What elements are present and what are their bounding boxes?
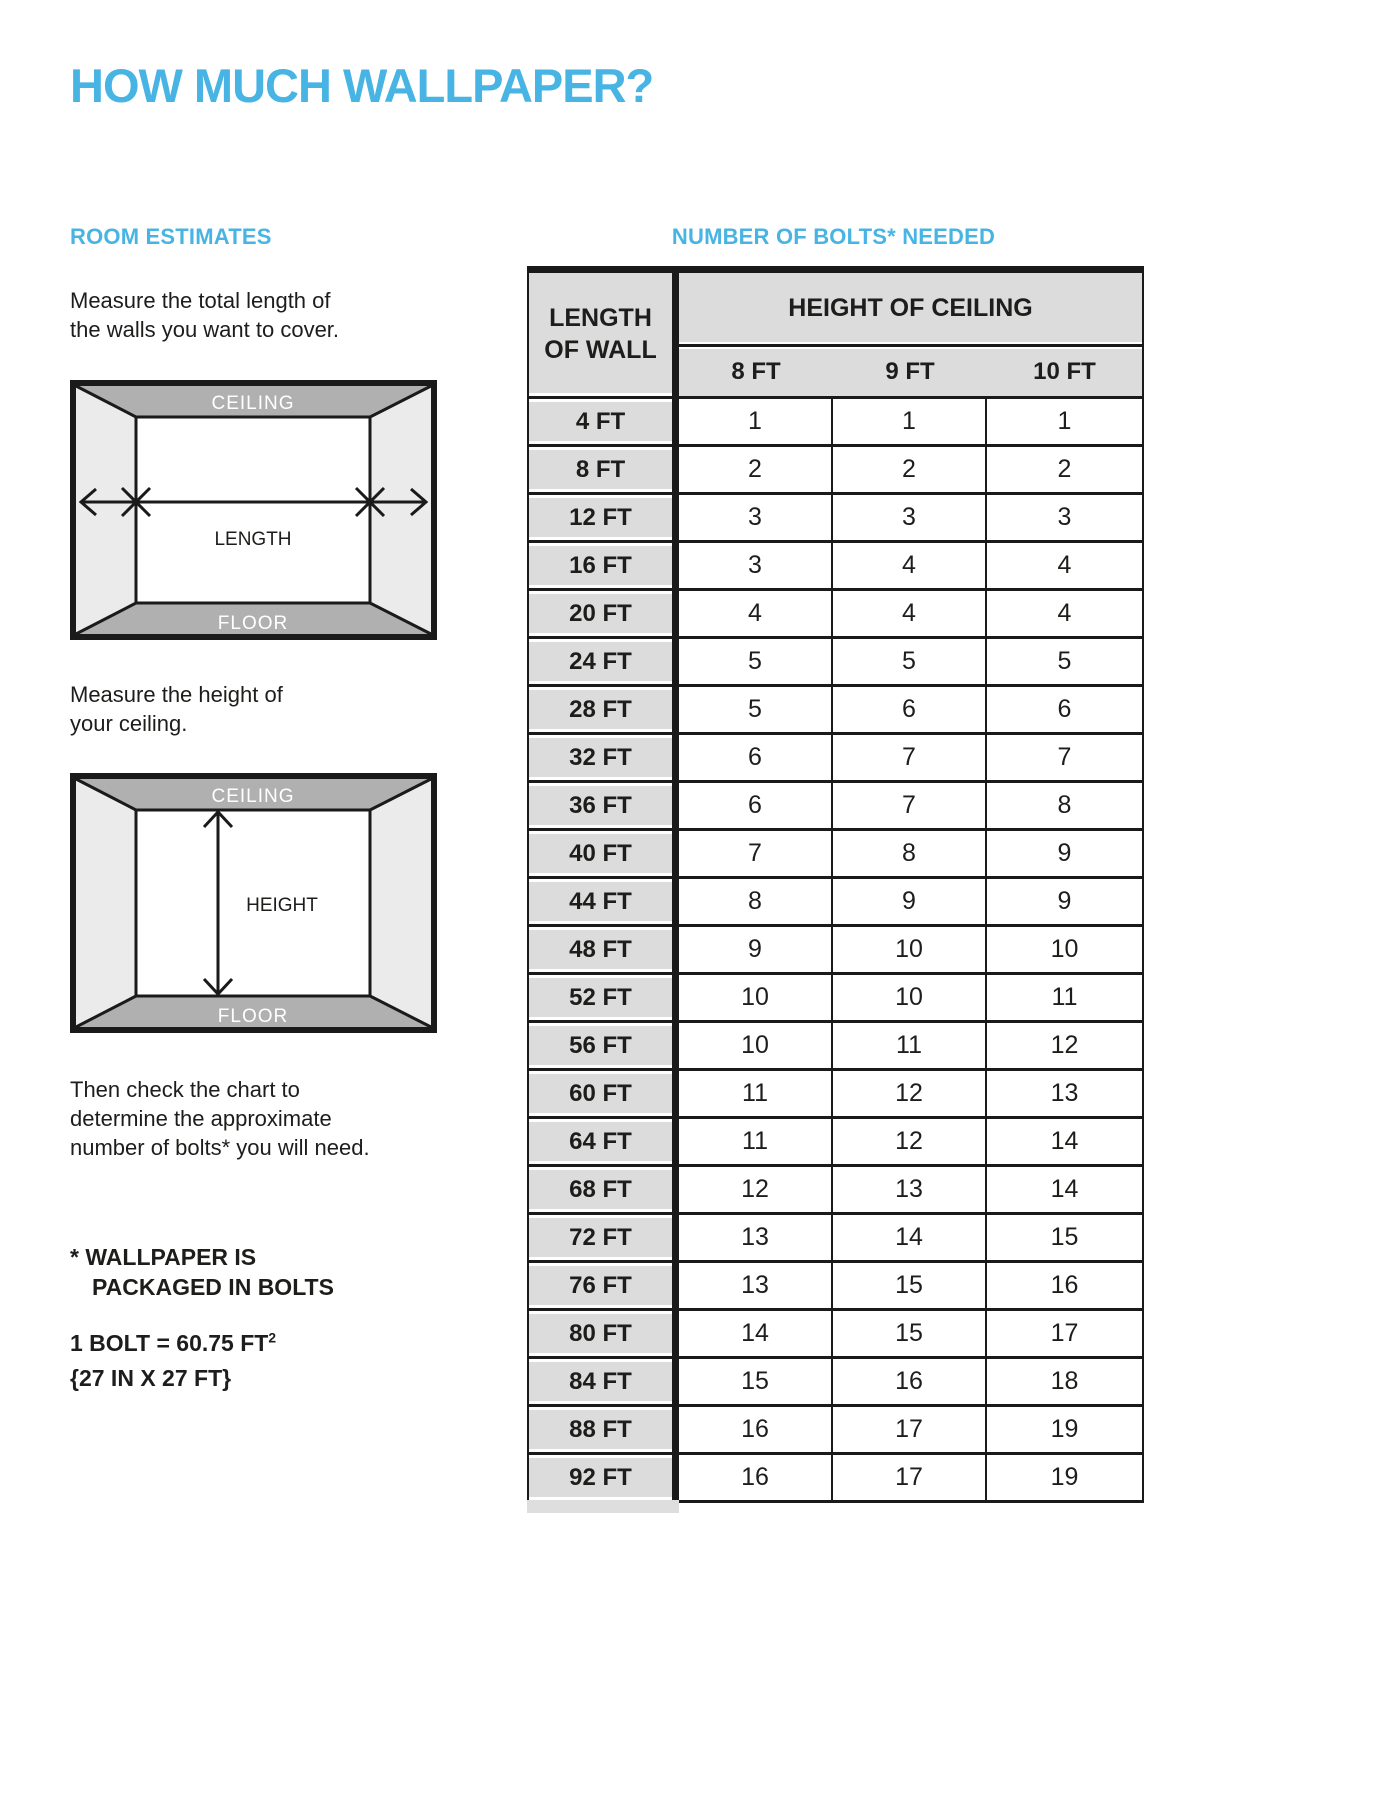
bolt-count: 14: [987, 1167, 1142, 1215]
row-header: 8 FT: [529, 447, 679, 495]
bolt-count: 11: [679, 1119, 833, 1167]
row-header: 20 FT: [529, 591, 679, 639]
bolt-count: 9: [987, 879, 1142, 927]
bolt-count: 5: [679, 687, 833, 735]
ceiling-label: CEILING: [211, 786, 295, 807]
bolt-count: 15: [833, 1311, 987, 1359]
table-row: [529, 927, 1142, 975]
right-wall-face: [370, 779, 431, 1027]
table-row: [529, 975, 1142, 1023]
table-row: [529, 783, 1142, 831]
room-estimates-heading: ROOM ESTIMATES: [70, 224, 272, 249]
floor-label: FLOOR: [217, 613, 289, 634]
table-row: [529, 1263, 1142, 1311]
table-row: [529, 1455, 1142, 1503]
bolt-count: 10: [679, 975, 833, 1023]
instruction-chart-line2: determine the approximate: [70, 1106, 332, 1132]
row-header: 44 FT: [529, 879, 679, 927]
bolt-count: 15: [679, 1359, 833, 1407]
row-header: 88 FT: [529, 1407, 679, 1455]
bolt-count: 14: [833, 1215, 987, 1263]
row-header: 84 FT: [529, 1359, 679, 1407]
table-row: [529, 1167, 1142, 1215]
bolt-count: 7: [833, 735, 987, 783]
bolt-count: 2: [833, 447, 987, 495]
bolt-count: 6: [679, 783, 833, 831]
bolt-count: 2: [987, 447, 1142, 495]
bolt-count: 19: [987, 1455, 1142, 1503]
table-row: [529, 831, 1142, 879]
instruction-chart-line3: number of bolts* you will need.: [70, 1135, 370, 1161]
table-row: [529, 1407, 1142, 1455]
bolt-count: 11: [833, 1023, 987, 1071]
table-row: [529, 687, 1142, 735]
bolt-count: 4: [833, 543, 987, 591]
bolt-count: 10: [833, 927, 987, 975]
bolt-count: 8: [987, 783, 1142, 831]
bolt-count: 12: [833, 1071, 987, 1119]
bolt-count: 4: [987, 591, 1142, 639]
bolt-count: 5: [679, 639, 833, 687]
row-group-line2: OF WALL: [544, 335, 657, 364]
row-header: 56 FT: [529, 1023, 679, 1071]
row-header: 16 FT: [529, 543, 679, 591]
room-height-diagram: [70, 773, 437, 1033]
table-row: [529, 495, 1142, 543]
row-header: 60 FT: [529, 1071, 679, 1119]
instruction-chart-line1: Then check the chart to: [70, 1077, 300, 1102]
bolt-count: 6: [833, 687, 987, 735]
bolt-equation: [70, 1326, 276, 1395]
table-row: [529, 1023, 1142, 1071]
row-header: 72 FT: [529, 1215, 679, 1263]
instruction-height-line1: Measure the height of: [70, 682, 283, 707]
table-row: [529, 1215, 1142, 1263]
page-title: HOW MUCH WALLPAPER?: [70, 59, 654, 112]
row-header: 12 FT: [529, 495, 679, 543]
column-group-header: HEIGHT OF CEILING: [679, 273, 1142, 347]
bolt-count: 14: [987, 1119, 1142, 1167]
bolt-count: 9: [987, 831, 1142, 879]
room-length-diagram: [70, 380, 437, 640]
row-header: 64 FT: [529, 1119, 679, 1167]
bolt-count: 7: [833, 783, 987, 831]
table-row: [529, 639, 1142, 687]
bolt-count: 3: [679, 495, 833, 543]
footnote-text1: WALLPAPER IS: [85, 1244, 257, 1270]
bolt-count: 5: [987, 639, 1142, 687]
column-header-8ft: 8 FT: [679, 347, 833, 399]
footnote-line2: PACKAGED IN BOLTS: [92, 1273, 334, 1300]
bolt-count: 16: [987, 1263, 1142, 1311]
bolt-count: 4: [833, 591, 987, 639]
bolt-count: 9: [679, 927, 833, 975]
table-row: [529, 1071, 1142, 1119]
bolt-count: 18: [987, 1359, 1142, 1407]
ceiling-label: CEILING: [211, 393, 295, 414]
bolt-count: 13: [679, 1263, 833, 1311]
bolt-count: 3: [987, 495, 1142, 543]
table-row: [529, 591, 1142, 639]
bolt-table-header: [529, 273, 1142, 399]
bolt-count: 16: [833, 1359, 987, 1407]
row-header: 68 FT: [529, 1167, 679, 1215]
bolt-count: 10: [987, 927, 1142, 975]
bolt-count: 9: [833, 879, 987, 927]
height-label: HEIGHT: [246, 895, 318, 916]
bolt-count: 16: [679, 1455, 833, 1503]
table-row: [529, 1359, 1142, 1407]
table-footer-strip: [527, 1500, 679, 1513]
bolt-count: 15: [833, 1263, 987, 1311]
row-header: 36 FT: [529, 783, 679, 831]
bolt-count: 19: [987, 1407, 1142, 1455]
row-group-header: [529, 273, 679, 399]
table-row: [529, 879, 1142, 927]
table-row: [529, 447, 1142, 495]
bolt-count: 5: [833, 639, 987, 687]
row-header: 32 FT: [529, 735, 679, 783]
instruction-height-line2: your ceiling.: [70, 711, 188, 737]
bolt-footnote: [70, 1243, 334, 1303]
instruction-length-line1: Measure the total length of: [70, 288, 331, 313]
table-row: [529, 1311, 1142, 1359]
row-header: 76 FT: [529, 1263, 679, 1311]
row-header: 80 FT: [529, 1311, 679, 1359]
left-wall-face: [76, 779, 136, 1027]
bolt-count: 13: [833, 1167, 987, 1215]
bolt-count: 17: [833, 1407, 987, 1455]
table-row: [529, 399, 1142, 447]
bolt-count: 17: [987, 1311, 1142, 1359]
bolt-count: 3: [679, 543, 833, 591]
row-header: 52 FT: [529, 975, 679, 1023]
bolt-count: 12: [987, 1023, 1142, 1071]
bolt-table-body: [529, 399, 1142, 1503]
bolt-count: 3: [833, 495, 987, 543]
bolt-count: 15: [987, 1215, 1142, 1263]
row-header: 4 FT: [529, 399, 679, 447]
row-header: 40 FT: [529, 831, 679, 879]
bolt-count: 11: [987, 975, 1142, 1023]
bolts-needed-heading: NUMBER OF BOLTS* NEEDED: [671, 224, 996, 249]
bolt-count: 2: [679, 447, 833, 495]
table-row: [529, 1119, 1142, 1167]
bolt-count: 14: [679, 1311, 833, 1359]
row-header: 48 FT: [529, 927, 679, 975]
bolt-count: 8: [833, 831, 987, 879]
bolt-count: 1: [679, 399, 833, 447]
bolt-count: 12: [833, 1119, 987, 1167]
length-label: LENGTH: [214, 529, 292, 550]
bolt-equation-line2: {27 IN X 27 FT}: [70, 1364, 232, 1391]
column-header-10ft: 10 FT: [987, 347, 1142, 399]
floor-label: FLOOR: [217, 1006, 289, 1027]
bolt-table: [527, 266, 1144, 1503]
bolt-equation-line1: [70, 1326, 276, 1361]
bolt-count: 6: [679, 735, 833, 783]
column-header-9ft: 9 FT: [833, 347, 987, 399]
bolt-equation-superscript: 2: [268, 1330, 277, 1346]
bolt-count: 1: [833, 399, 987, 447]
bolt-count: 16: [679, 1407, 833, 1455]
instruction-height: [70, 680, 283, 738]
bolt-table-container: [527, 266, 1144, 1503]
bolt-count: 12: [679, 1167, 833, 1215]
footnote-line1: [70, 1243, 334, 1273]
bolt-count: 10: [679, 1023, 833, 1071]
bolt-count: 13: [987, 1071, 1142, 1119]
bolt-count: 1: [987, 399, 1142, 447]
bolt-count: 4: [679, 591, 833, 639]
bolt-count: 4: [987, 543, 1142, 591]
bolt-count: 8: [679, 879, 833, 927]
bolt-count: 13: [679, 1215, 833, 1263]
instruction-chart: [70, 1075, 370, 1162]
row-header: 24 FT: [529, 639, 679, 687]
asterisk: *: [70, 1244, 79, 1270]
table-row: [529, 543, 1142, 591]
bolt-count: 7: [987, 735, 1142, 783]
bolt-count: 7: [679, 831, 833, 879]
instruction-length-line2: the walls you want to cover.: [70, 317, 340, 343]
row-group-line1: LENGTH: [549, 304, 652, 333]
bolt-count: 6: [987, 687, 1142, 735]
bolt-count: 11: [679, 1071, 833, 1119]
row-header: 28 FT: [529, 687, 679, 735]
bolt-count: 17: [833, 1455, 987, 1503]
bolt-count: 10: [833, 975, 987, 1023]
row-header: 92 FT: [529, 1455, 679, 1503]
table-row: [529, 735, 1142, 783]
bolt-equation-text: 1 BOLT = 60.75 FT: [70, 1330, 269, 1356]
instruction-length: [70, 286, 339, 344]
